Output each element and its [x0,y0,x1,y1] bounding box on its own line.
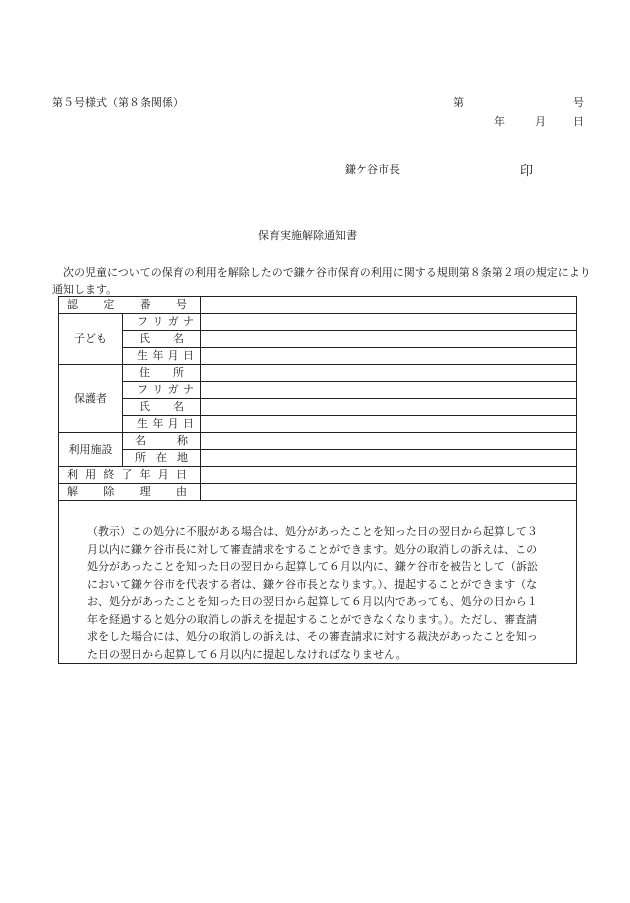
reason-label: 解 除 理 由 [59,484,201,501]
guardian-birthdate-label: 生 年 月 日 [123,416,201,433]
notification-form-table [58,296,577,664]
cert-number-field[interactable] [201,297,577,314]
appeal-notice-text: （教示）この処分に不服がある場合は、処分があったことを知った日の翌日から起算して３月以内に鎌ケ谷市長に対して審査請求をすることができます。処分の取消しの訴えは、この処分があったことを知った日の翌日から起算して６月以内に、鎌ケ谷市を被告として（訴訟において鎌ケ谷市を代表する者は、鎌ケ谷市長となります。）、提起することができます（なお、処分があったことを知った日の翌日から起算して６月以内であっても、処分の日から１年を経過すると処分の取消しの訴えを提起することができなくなります。）。ただし、審査請求をした場合には、処分の取消しの訴えは、その審査請求に対する裁決があったことを知った日の翌日から起算して６月以内に提起しなければなりません。 [87,525,538,661]
table-row [59,433,577,450]
guardian-name-label: 氏 名 [123,399,201,416]
table-row [59,297,577,314]
reason-field[interactable] [201,484,577,501]
guardian-birthdate-field[interactable] [201,416,577,433]
date-day-label: 日 [573,115,584,128]
facility-location-label: 所 在 地 [123,450,201,467]
table-row [59,399,577,416]
intro-paragraph: 次の児童についての保育の利用を解除したので鎌ケ谷市保育の利用に関する規則第８条第２項の規定により通知します。 [52,266,591,296]
table-row [59,314,577,331]
child-birthdate-field[interactable] [201,348,577,365]
facility-group-label: 利用施設 [59,433,123,467]
table-row [59,331,577,348]
table-row [59,416,577,433]
table-row [59,365,577,382]
end-date-field[interactable] [201,467,577,484]
child-furigana-label: フ リ ガ ナ [123,314,201,331]
guardian-address-field[interactable] [201,365,577,382]
table-row [59,348,577,365]
notice-box [59,501,577,664]
facility-name-label: 名 称 [123,433,201,450]
facility-name-field[interactable] [201,433,577,450]
document-number-suffix: 号 [573,96,584,109]
guardian-furigana-label: フ リ ガ ナ [123,382,201,399]
date-month-label: 月 [535,115,546,128]
table-row [59,467,577,484]
table-row [59,501,577,664]
child-birthdate-label: 生 年 月 日 [123,348,201,365]
facility-location-field[interactable] [201,450,577,467]
child-name-field[interactable] [201,331,577,348]
guardian-name-field[interactable] [201,399,577,416]
issuer-mayor: 鎌ケ谷市長 [345,163,400,176]
child-group-label: 子ども [59,314,123,365]
child-name-label: 氏 名 [123,331,201,348]
guardian-group-label: 保護者 [59,365,123,433]
document-number-prefix: 第 [453,96,464,109]
table-row [59,382,577,399]
guardian-furigana-field[interactable] [201,382,577,399]
end-date-label: 利 用 終 了 年 月 日 [59,467,201,484]
date-year-label: 年 [494,115,505,128]
cert-number-label: 認 定 番 号 [59,297,201,314]
seal-mark: 印 [520,164,534,179]
guardian-address-label: 住 所 [123,365,201,382]
child-furigana-field[interactable] [201,314,577,331]
document-title: 保育実施解除通知書 [258,229,357,242]
form-number-label: 第５号様式（第８条関係） [52,96,184,109]
table-row [59,484,577,501]
table-row [59,450,577,467]
